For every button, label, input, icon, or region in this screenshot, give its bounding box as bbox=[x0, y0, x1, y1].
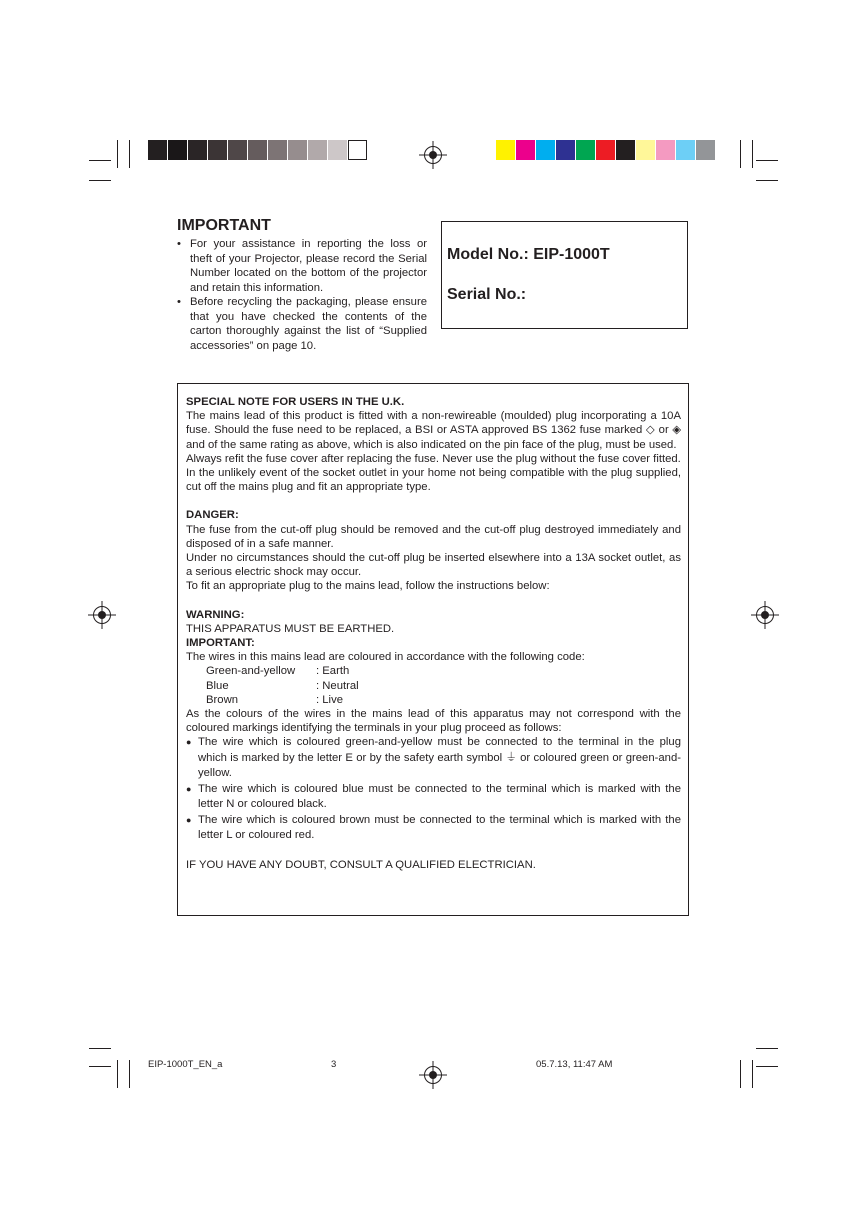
uk-special-note bbox=[177, 383, 689, 916]
wire-meaning: : Neutral bbox=[316, 679, 359, 692]
gray-calibration-strip bbox=[148, 140, 368, 160]
wire-colour: Green-and-yellow bbox=[206, 665, 296, 678]
footer-filename: EIP-1000T_EN_a bbox=[148, 1059, 223, 1070]
registration-mark-icon bbox=[424, 146, 442, 164]
colours-paragraph: As the colours of the wires in the mains lead of this apparatus may not correspond with the coloured markings identifying the terminals in your plug proceed as follows: bbox=[186, 708, 681, 735]
important-section bbox=[177, 217, 427, 353]
danger-paragraph: The fuse from the cut-off plug should be removed and the cut-off plug destroyed immediately and disposed of in a safe manner. bbox=[186, 523, 681, 550]
important-text: The wires in this mains lead are coloured in accordance with the following code: bbox=[186, 651, 585, 664]
crop-mark bbox=[89, 180, 111, 181]
crop-mark bbox=[740, 1060, 741, 1088]
footer-page-number: 3 bbox=[331, 1059, 337, 1070]
danger-paragraph: Under no circumstances should the cut-off plug be inserted elsewhere into a 13A socket outlet, as a serious electric shock may occur. bbox=[186, 552, 681, 579]
wiring-rule: ● The wire which is coloured brown must be connected to the terminal which is marked with the letter L or coloured red. bbox=[186, 813, 681, 844]
color-swatch bbox=[288, 140, 307, 160]
model-number: Model No.: EIP-1000T bbox=[447, 246, 610, 263]
color-swatch bbox=[496, 140, 515, 160]
danger-title: DANGER: bbox=[186, 509, 239, 522]
color-swatch bbox=[168, 140, 187, 160]
color-calibration-strip bbox=[496, 140, 716, 160]
crop-mark bbox=[756, 1066, 778, 1067]
crop-mark bbox=[756, 180, 778, 181]
color-swatch bbox=[616, 140, 635, 160]
warning-title: WARNING: bbox=[186, 608, 245, 621]
important-title: IMPORTANT: bbox=[186, 637, 255, 650]
color-swatch bbox=[516, 140, 535, 160]
color-swatch bbox=[536, 140, 555, 160]
crop-mark bbox=[740, 140, 741, 168]
note-paragraph: In the unlikely event of the socket outlet in your home not being compatible with the plug supplied, cut off the mains plug and fit an appropriate type. bbox=[186, 467, 681, 494]
important-list bbox=[177, 237, 427, 353]
wire-colour: Blue bbox=[206, 679, 229, 692]
color-swatch bbox=[248, 140, 267, 160]
model-serial-box bbox=[441, 221, 688, 329]
color-swatch bbox=[308, 140, 327, 160]
registration-mark-icon bbox=[93, 606, 111, 624]
color-swatch bbox=[676, 140, 695, 160]
color-swatch bbox=[348, 140, 367, 160]
note-paragraph: Always refit the fuse cover after replacing the fuse. Never use the plug without the fuse cover fitted. bbox=[186, 452, 681, 465]
color-swatch bbox=[576, 140, 595, 160]
wire-meaning: : Live bbox=[316, 693, 344, 706]
registration-mark-icon bbox=[756, 606, 774, 624]
color-swatch bbox=[556, 140, 575, 160]
serial-number: Serial No.: bbox=[447, 286, 527, 303]
crop-mark bbox=[89, 1066, 111, 1067]
note-paragraph: The mains lead of this product is fitted with a non-rewireable (moulded) plug incorporating a 10A fuse. Should the fuse need to be replaced, a BSI or ASTA approved BS 1362 fuse marked ◇ or ◈ and of the same rating as above, which is also indicated on the pin face of the plug, must be used. bbox=[186, 410, 681, 451]
color-swatch bbox=[268, 140, 287, 160]
wire-code-table bbox=[186, 664, 681, 707]
crop-mark bbox=[752, 1060, 753, 1088]
wire-meaning: : Earth bbox=[316, 665, 350, 678]
crop-mark bbox=[117, 140, 118, 168]
crop-mark bbox=[117, 1060, 118, 1088]
color-swatch bbox=[228, 140, 247, 160]
footer-timestamp: 05.7.13, 11:47 AM bbox=[536, 1059, 613, 1070]
crop-mark bbox=[129, 1060, 130, 1088]
color-swatch bbox=[328, 140, 347, 160]
note-title: SPECIAL NOTE FOR USERS IN THE U.K. bbox=[186, 396, 405, 408]
color-swatch bbox=[596, 140, 615, 160]
wiring-rule: ● The wire which is coloured green-and-yellow must be connected to the terminal in the plug which is marked by the letter E or by the safety earth symbol ⏚ or coloured green or green-and-yellow. bbox=[186, 735, 681, 782]
wire-colour: Brown bbox=[206, 693, 239, 706]
crop-mark bbox=[752, 140, 753, 168]
list-item: • For your assistance in reporting the loss or theft of your Projector, please record the Serial Number located on the bottom of the projector and retain this information. bbox=[177, 237, 427, 295]
color-swatch bbox=[208, 140, 227, 160]
color-swatch bbox=[188, 140, 207, 160]
crop-mark bbox=[756, 1048, 778, 1049]
color-swatch bbox=[148, 140, 167, 160]
danger-paragraph: To fit an appropriate plug to the mains lead, follow the instructions below: bbox=[186, 580, 550, 593]
crop-mark bbox=[89, 1048, 111, 1049]
wiring-rule: ● The wire which is coloured blue must be connected to the terminal which is marked with the letter N or coloured black. bbox=[186, 782, 681, 813]
crop-mark bbox=[129, 140, 130, 168]
closing-warning: IF YOU HAVE ANY DOUBT, CONSULT A QUALIFIED ELECTRICIAN. bbox=[186, 858, 536, 871]
color-swatch bbox=[696, 140, 715, 160]
warning-text: THIS APPARATUS MUST BE EARTHED. bbox=[186, 622, 395, 635]
color-swatch bbox=[656, 140, 675, 160]
crop-mark bbox=[89, 160, 111, 161]
registration-mark-icon bbox=[424, 1066, 442, 1084]
important-heading: IMPORTANT bbox=[177, 217, 271, 234]
crop-mark bbox=[756, 160, 778, 161]
color-swatch bbox=[636, 140, 655, 160]
list-item: • Before recycling the packaging, please ensure that you have checked the contents of the carton thoroughly against the list of “Supplied accessories” on page 10. bbox=[177, 295, 427, 353]
